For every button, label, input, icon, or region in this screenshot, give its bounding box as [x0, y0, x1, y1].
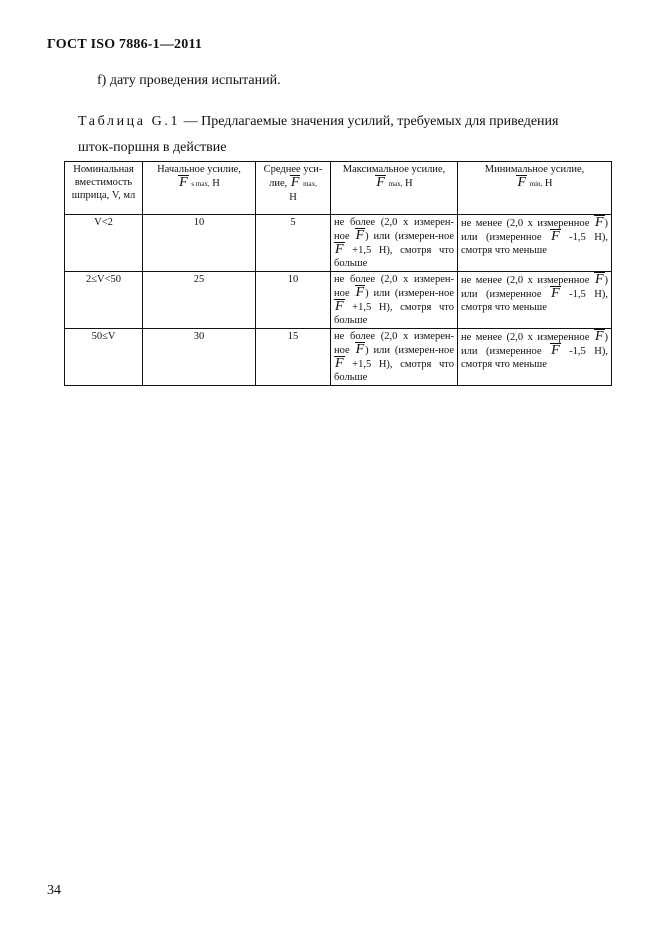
min-text-c: -1,5 Н), смотря что меньше: [461, 232, 608, 256]
header-min-force: [458, 162, 612, 215]
header-average-force-label: Среднее уси-лие,: [263, 164, 323, 189]
list-item-f: f) дату проведения испытаний.: [97, 73, 281, 88]
force-symbol: F: [517, 175, 527, 190]
table-caption: [78, 113, 558, 131]
min-text-a: не менее (2,0 x измеренное: [461, 218, 594, 229]
document-header: ГОСТ ISO 7886-1—2011: [47, 37, 203, 52]
min-text-b: ) или (измеренное: [461, 275, 608, 300]
cell-average-force: 15: [256, 329, 331, 386]
force-symbol: F: [376, 175, 385, 190]
force-symbol: F: [335, 299, 344, 314]
cell-volume: 50≤V: [65, 329, 143, 386]
header-volume: Номинальная вместимость шприца, V, мл: [65, 162, 143, 215]
table-caption-label: Таблица G.1: [78, 114, 181, 129]
header-initial-force-label: Начальное усилие,: [157, 164, 241, 175]
cell-initial-force: 25: [143, 272, 256, 329]
cell-min-force: [458, 215, 612, 272]
header-max-force-label: Максимальное усилие,: [342, 164, 446, 175]
header-max-force-sub: max,: [388, 180, 403, 188]
table-header-row: [65, 162, 612, 215]
max-text-b: ) или (измерен-ное: [365, 288, 454, 299]
min-text-a: не менее (2,0 x измеренное: [461, 275, 594, 286]
cell-initial-force: 30: [143, 329, 256, 386]
cell-min-force: [458, 272, 612, 329]
cell-min-force: [458, 329, 612, 386]
cell-volume: 2≤V<50: [65, 272, 143, 329]
min-text-b: ) или (измеренное: [461, 332, 608, 357]
header-max-force-unit: Н: [405, 178, 413, 189]
force-symbol: F: [551, 343, 560, 358]
table-row: [65, 215, 612, 272]
header-average-force-unit: Н: [289, 192, 297, 203]
max-text-a: не более (2,0 x измерен-ное: [334, 217, 454, 242]
header-initial-force: [143, 162, 256, 215]
max-text-a: не более (2,0 x измерен-ное: [334, 331, 454, 356]
cell-volume: V<2: [65, 215, 143, 272]
cell-max-force: [331, 272, 458, 329]
table-row: [65, 329, 612, 386]
force-symbol: F: [594, 215, 604, 230]
force-symbol: F: [179, 175, 188, 190]
force-symbol: F: [355, 342, 365, 357]
cell-average-force: 5: [256, 215, 331, 272]
header-min-force-sub: min,: [529, 180, 543, 188]
max-text-c: +1,5 Н), смотря что больше: [334, 302, 454, 326]
force-symbol: F: [594, 272, 604, 287]
force-symbol: F: [335, 356, 344, 371]
cell-average-force: 10: [256, 272, 331, 329]
force-symbol: F: [594, 329, 604, 344]
page-number: 34: [47, 883, 61, 898]
max-text-b: ) или (измерен-ное: [365, 231, 454, 242]
force-symbol: F: [355, 228, 365, 243]
force-symbol: F: [290, 175, 300, 190]
cell-max-force: [331, 329, 458, 386]
max-text-c: +1,5 Н), смотря что больше: [334, 245, 454, 269]
min-text-a: не менее (2,0 x измеренное: [461, 332, 594, 343]
cell-initial-force: 10: [143, 215, 256, 272]
table-caption-continued: шток-поршня в действие: [78, 140, 227, 155]
force-symbol: F: [551, 286, 560, 301]
min-text-c: -1,5 Н), смотря что меньше: [461, 289, 608, 313]
force-symbol: F: [551, 229, 560, 244]
header-initial-force-sub: s max,: [191, 180, 210, 188]
force-symbol: F: [335, 242, 344, 257]
header-average-force-sub: max,: [303, 180, 317, 188]
header-min-force-label: Минимальное усилие,: [484, 164, 585, 175]
header-min-force-unit: Н: [544, 178, 553, 189]
max-text-c: +1,5 Н), смотря что больше: [334, 359, 454, 383]
header-max-force: [331, 162, 458, 215]
max-text-b: ) или (измерен-ное: [365, 345, 454, 356]
table-row: [65, 272, 612, 329]
max-text-a: не более (2,0 x измерен-ное: [334, 274, 454, 299]
force-symbol: F: [355, 285, 365, 300]
forces-table: [64, 161, 612, 386]
table-caption-text: — Предлагаемые значения усилий, требуемых для приведения: [180, 114, 559, 129]
header-average-force: [256, 162, 331, 215]
header-initial-force-unit: Н: [212, 178, 220, 189]
min-text-c: -1,5 Н), смотря что меньше: [461, 346, 608, 370]
cell-max-force: [331, 215, 458, 272]
min-text-b: ) или (измеренное: [461, 218, 608, 243]
